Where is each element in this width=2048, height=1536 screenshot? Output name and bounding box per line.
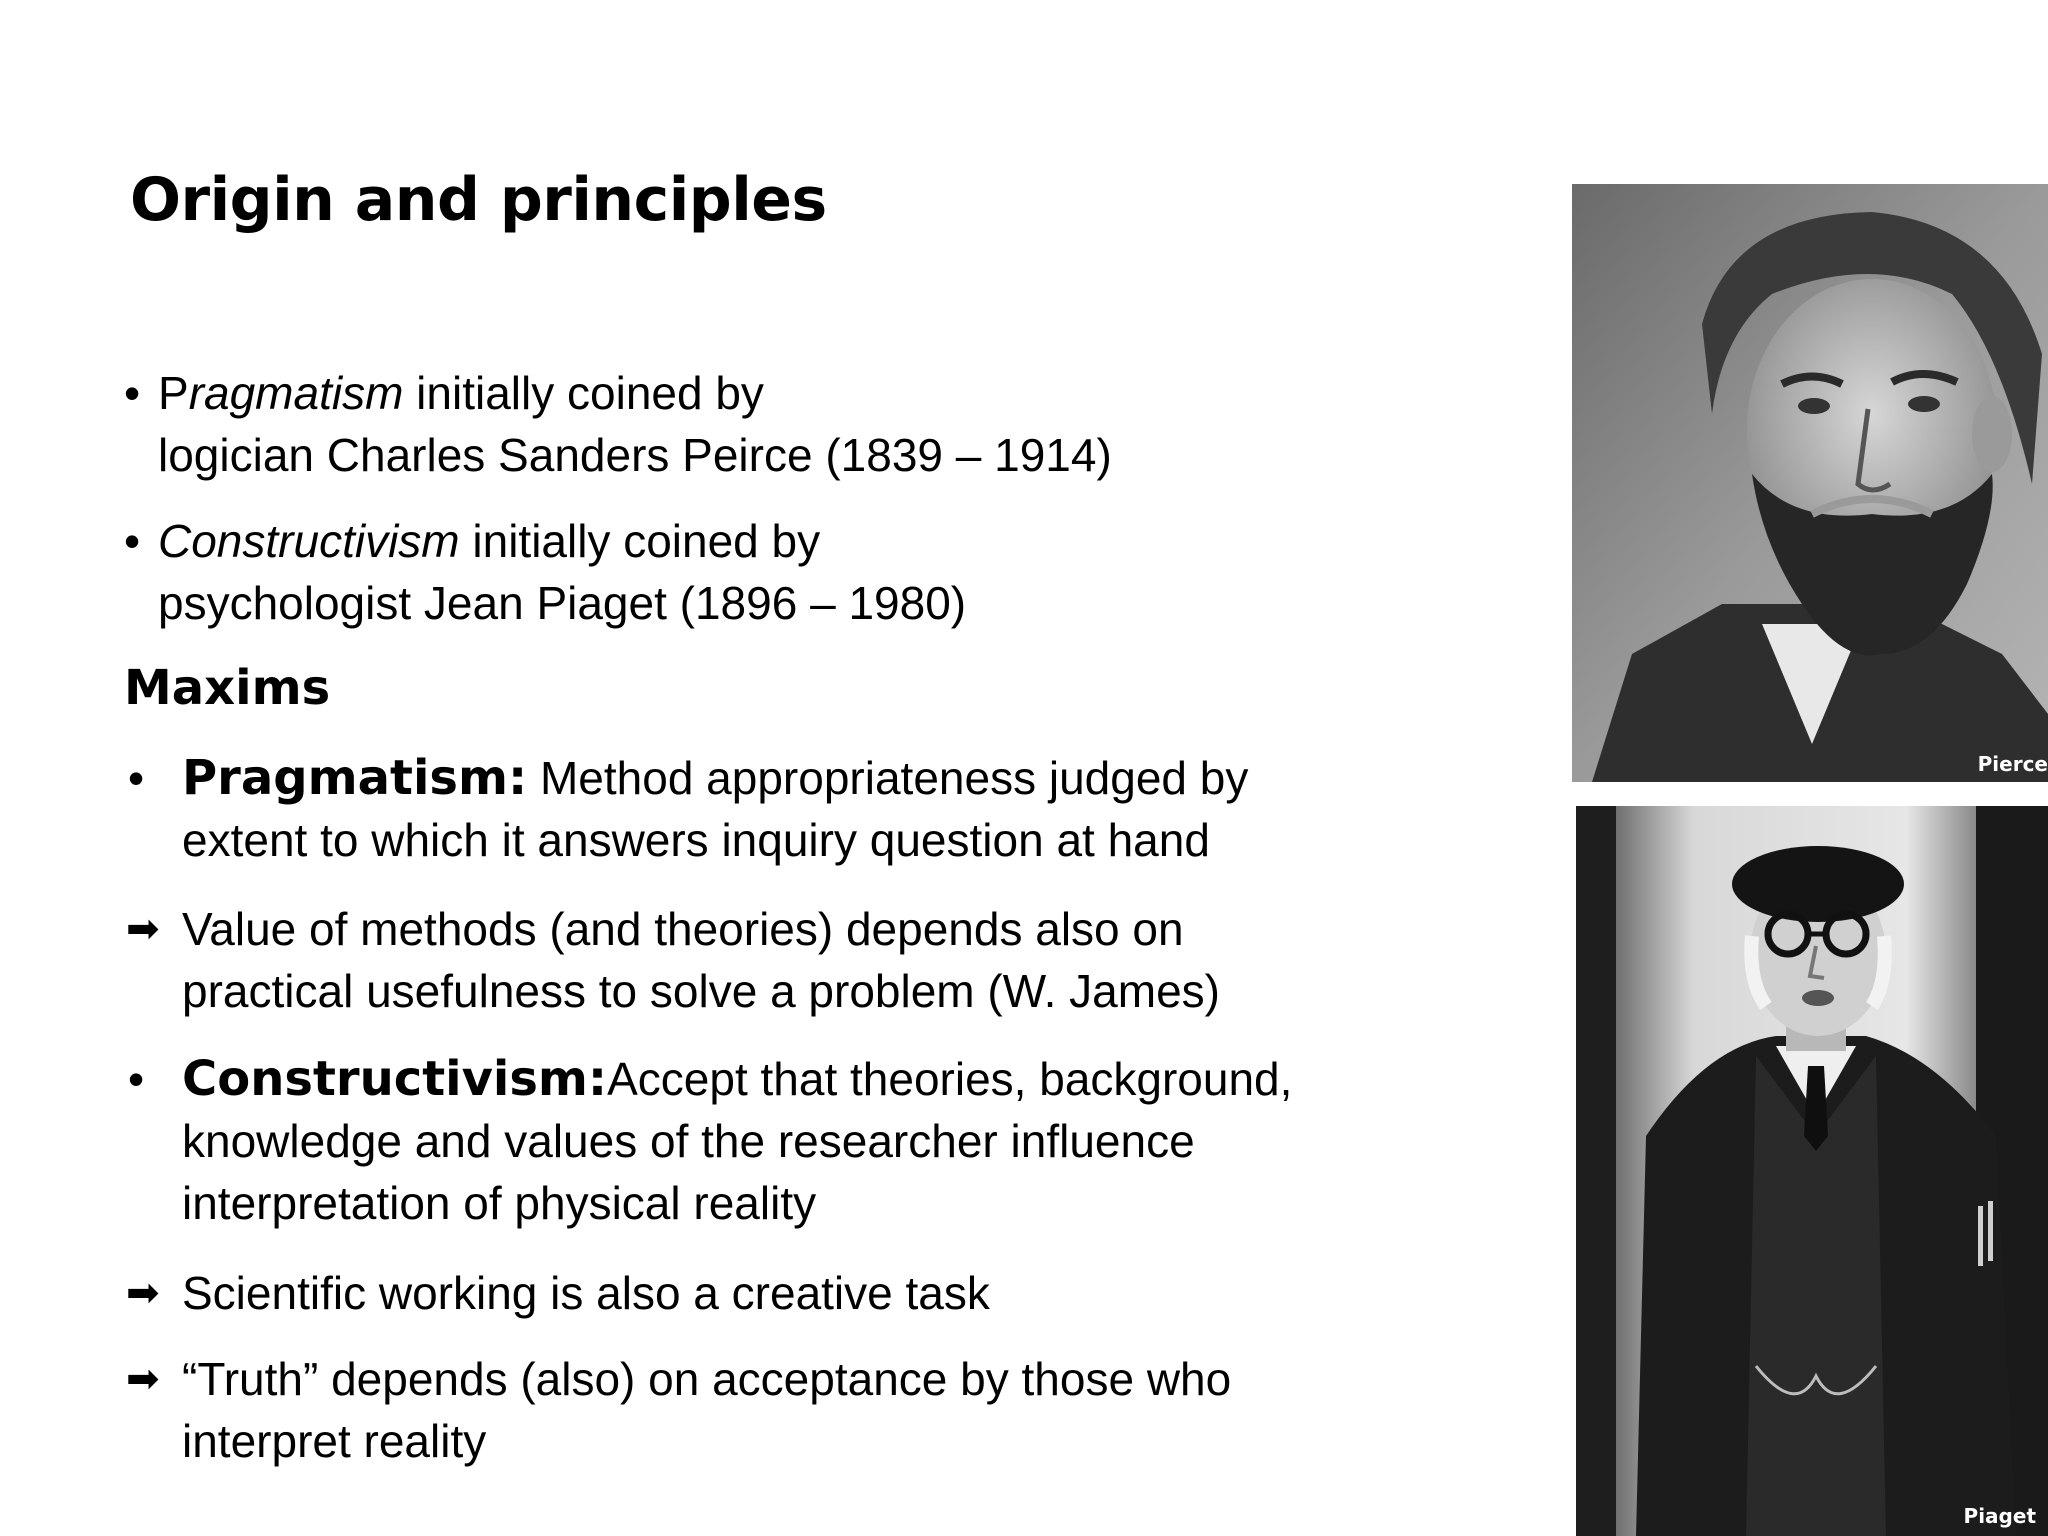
photo-caption: Pierce: [1977, 752, 2048, 776]
arrow-icon: ➡: [126, 907, 160, 951]
bullet-marker: •: [124, 515, 141, 567]
photo-caption: Piaget: [1963, 1504, 2036, 1528]
maxim-term: Constructivism:: [182, 1051, 608, 1107]
arrow-icon: ➡: [126, 1357, 160, 1401]
intro-bullet-pragmatism: • Pragmatism initially coined by logician Charles Sanders Peirce (1839 – 1914): [0, 362, 1520, 486]
maxim-line: practical usefulness to solve a problem (W. James): [182, 965, 1220, 1017]
bullet-marker: •: [128, 752, 145, 804]
portrait-piaget-icon: [1576, 806, 2048, 1536]
bullet-line: psychologist Jean Piaget (1896 – 1980): [158, 577, 967, 629]
peirce-photo: [1572, 184, 2048, 782]
maxim-constructivism: • Constructivism:Accept that theories, background, knowledge and values of the researcher influence interpretation of physical reality: [0, 1048, 1520, 1234]
bullet-marker: •: [124, 367, 141, 419]
maxim-term: Pragmatism:: [182, 750, 528, 806]
arrow-icon: ➡: [126, 1271, 160, 1315]
intro-bullet-constructivism: • Constructivism initially coined by psychologist Jean Piaget (1896 – 1980): [0, 510, 1520, 634]
maxims-heading: Maxims: [124, 660, 331, 716]
piaget-photo: [1576, 806, 2048, 1536]
maxim-line: knowledge and values of the researcher influence: [182, 1115, 1195, 1167]
bullet-line: logician Charles Sanders Peirce (1839 – 1914): [158, 429, 1112, 481]
slide-title: Origin and principles: [130, 165, 827, 235]
maxim-arrow-item: ➡ “Truth” depends (also) on acceptance by those who interpret reality: [0, 1348, 1520, 1472]
term-constructivism: Constructivism: [158, 515, 460, 567]
maxim-line: interpretation of physical reality: [182, 1177, 817, 1229]
term-pragmatism: ragmatism: [188, 367, 404, 419]
maxim-line: extent to which it answers inquiry question at hand: [182, 814, 1210, 866]
maxim-pragmatism: • Pragmatism: Method appropriateness judged by extent to which it answers inquiry question at hand: [0, 747, 1520, 871]
portrait-peirce-icon: [1572, 184, 2048, 782]
maxim-line: interpret reality: [182, 1415, 487, 1467]
maxim-arrow-item: ➡ Value of methods (and theories) depends also on practical usefulness to solve a problem (W. James): [0, 898, 1520, 1022]
maxim-arrow-item: ➡ Scientific working is also a creative task: [0, 1262, 1520, 1324]
bullet-marker: •: [128, 1053, 145, 1105]
